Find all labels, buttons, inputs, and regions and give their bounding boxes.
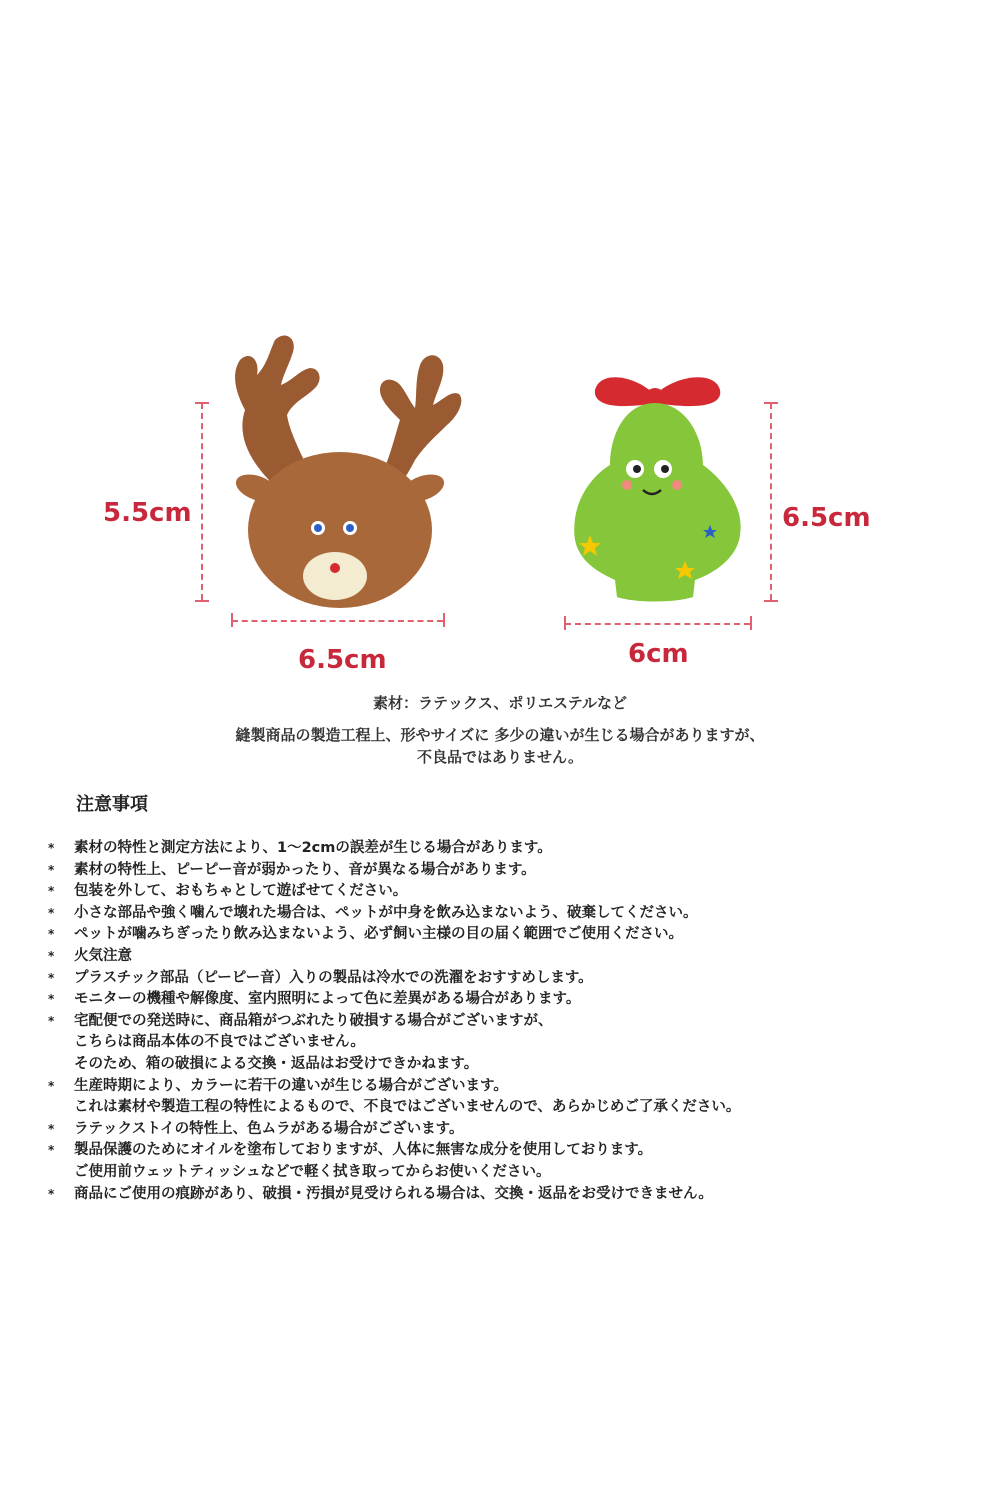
notice-item-text: 火気注意	[74, 947, 132, 964]
notice-title: 注意事項	[76, 794, 148, 815]
notice-item	[48, 838, 968, 860]
notice-item-text: そのため、箱の破損による交換・返品はお受けできかねます。	[74, 1055, 479, 1072]
reindeer-height-label: 5.5cm	[103, 498, 192, 528]
notice-item	[48, 1119, 968, 1141]
reindeer-width-line	[232, 620, 443, 622]
star-bullet-icon: *	[48, 862, 55, 877]
reindeer-width-label: 6.5cm	[298, 645, 387, 675]
notice-item-text: 商品にご使用の痕跡があり、破損・汚損が見受けられる場合は、交換・返品をお受けできません。	[74, 1185, 713, 1202]
star-bullet-icon: *	[48, 1121, 55, 1136]
notice-item	[48, 881, 968, 903]
notice-item	[48, 924, 968, 946]
star-bullet-icon: *	[48, 927, 55, 942]
reindeer-toy-image	[215, 320, 465, 610]
tree-width-tick-right	[750, 616, 752, 630]
notice-item	[48, 968, 968, 990]
star-bullet-icon: *	[48, 884, 55, 899]
tree-width-line	[565, 623, 750, 625]
star-bullet-icon: *	[48, 1143, 55, 1158]
tree-height-label: 6.5cm	[782, 503, 871, 533]
notice-item	[48, 1076, 968, 1119]
notice-item-text: 素材の特性上、ピーピー音が弱かったり、音が異なる場合があります。	[74, 861, 536, 878]
notice-item	[48, 989, 968, 1011]
reindeer-height-tick-bottom	[195, 600, 209, 602]
notice-item-text: これは素材や製造工程の特性によるもので、不良ではございませんので、あらかじめご了承ください。	[74, 1099, 741, 1116]
star-bullet-icon: *	[48, 970, 55, 985]
notice-item	[48, 1011, 968, 1076]
notice-item	[48, 1184, 968, 1206]
tree-height-tick-bottom	[764, 600, 778, 602]
tree-height-line	[770, 403, 772, 600]
reindeer-width-tick-right	[443, 613, 445, 627]
notice-item-text: ペットが噛みちぎったり飲み込まないよう、必ず飼い主様の目の届く範囲でご使用ください。	[74, 926, 683, 943]
material-text: 素材：ラテックス、ポリエステルなど	[373, 694, 627, 712]
notice-item-text: プラスチック部品（ピーピー音）入りの製品は冷水での洗濯をおすすめします。	[74, 969, 593, 986]
notice-item-text: モニターの機種や解像度、室内照明によって色に差異がある場合があります。	[74, 991, 581, 1008]
star-bullet-icon: *	[48, 841, 55, 855]
star-bullet-icon: *	[48, 905, 55, 920]
notice-item-text: ご使用前ウェットティッシュなどで軽く拭き取ってからお使いください。	[74, 1163, 551, 1180]
notice-item-text: 宅配便での発送時に、商品箱がつぶれたり破損する場合がございますが、	[74, 1012, 553, 1029]
reindeer-height-line	[201, 403, 203, 600]
notice-item-text: 生産時期により、カラーに若干の違いが生じる場合がございます。	[74, 1077, 508, 1094]
tree-width-label: 6cm	[628, 639, 689, 669]
notice-item-text: こちらは商品本体の不良ではございません。	[74, 1034, 365, 1051]
notice-item	[48, 946, 968, 968]
notice-item-text: 包装を外して、おもちゃとして遊ばせてください。	[74, 883, 408, 900]
disclaimer-line-1: 縫製商品の製造工程上、形やサイズに 多少の違いが生じる場合がありますが、	[235, 726, 765, 744]
notice-item	[48, 860, 968, 882]
notice-item-text: ラテックストイの特性上、色ムラがある場合がございます。	[74, 1120, 464, 1137]
notice-item-text: 小さな部品や強く噛んで壊れた場合は、ペットが中身を飲み込まないよう、破棄してください。	[74, 904, 698, 921]
star-bullet-icon: *	[48, 948, 55, 963]
notice-list	[48, 838, 968, 1205]
tree-toy-image	[555, 365, 755, 605]
notice-item	[48, 903, 968, 925]
tree-body	[574, 403, 740, 602]
notice-item-text: 素材の特性と測定方法により、1〜2cmの誤差が生じる場合があります。	[74, 840, 552, 856]
star-bullet-icon: *	[48, 1186, 55, 1201]
star-bullet-icon: *	[48, 992, 55, 1007]
notice-item-text: 製品保護のためにオイルを塗布しておりますが、人体に無害な成分を使用しております。	[74, 1142, 653, 1159]
disclaimer-line-2: 不良品ではありません。	[417, 748, 583, 766]
star-bullet-icon: *	[48, 1013, 55, 1028]
star-bullet-icon: *	[48, 1078, 55, 1093]
notice-item	[48, 1140, 968, 1183]
product-dimensions	[0, 300, 1000, 700]
